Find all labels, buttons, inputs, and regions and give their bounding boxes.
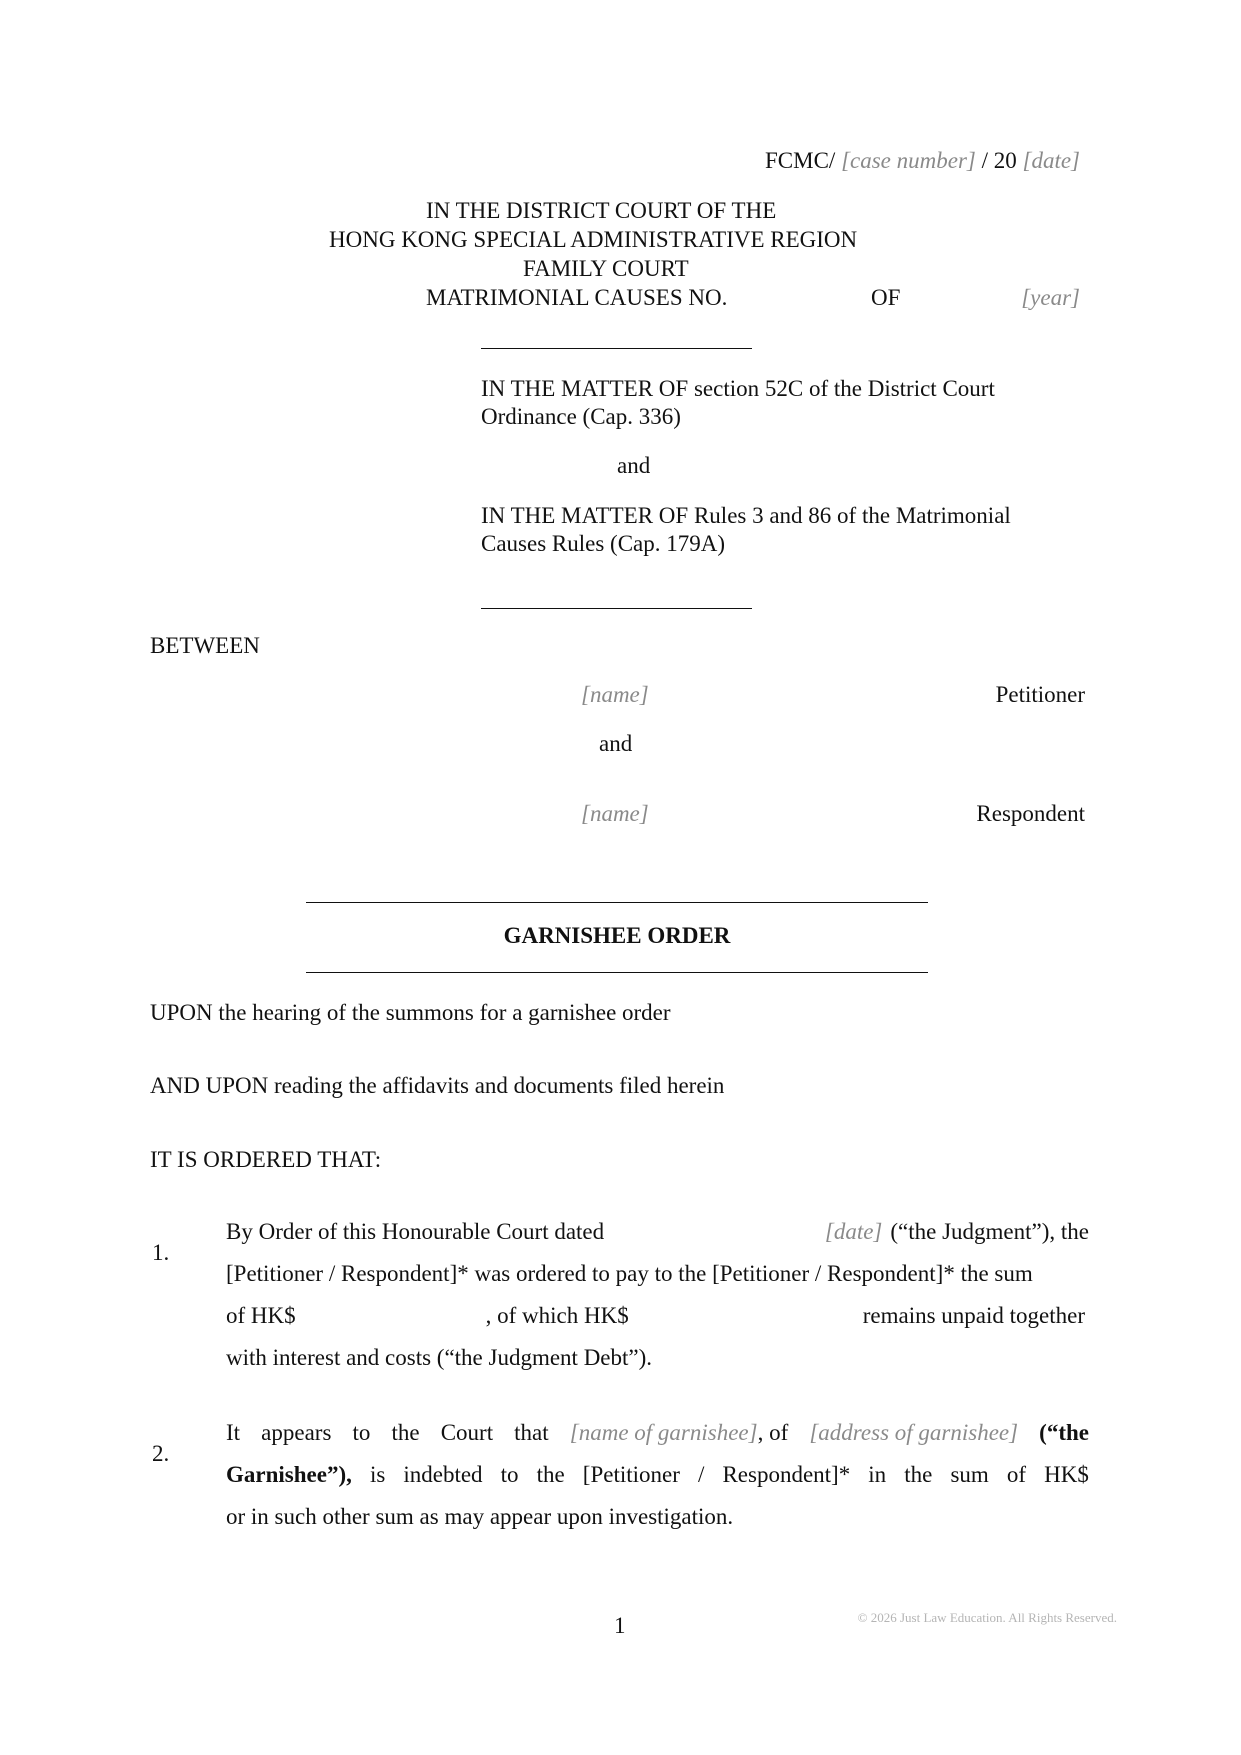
para2-word: to [500, 1462, 519, 1487]
between-label: BETWEEN [150, 633, 260, 658]
para2-the-quote: (“the [1039, 1420, 1089, 1445]
case-number-placeholder: [case number] [841, 148, 976, 173]
para2-garnishee-defined: Garnishee”), [226, 1462, 352, 1487]
court-heading-line2: HONG KONG SPECIAL ADMINISTRATIVE REGION [329, 227, 858, 252]
para2-word: in [868, 1462, 887, 1487]
matter-one-line1: IN THE MATTER OF section 52C of the District Court [481, 376, 995, 401]
divider-short-top [481, 348, 752, 349]
divider-short-bottom [481, 608, 752, 609]
para1-line1-end: (“the Judgment”), the [890, 1219, 1089, 1244]
page-number: 1 [614, 1613, 626, 1638]
petitioner-name-placeholder: [name] [581, 682, 649, 707]
para2-word: sum [950, 1462, 989, 1487]
title-rule-top [306, 902, 928, 903]
matter-two-line2: Causes Rules (Cap. 179A) [481, 531, 726, 556]
court-heading-line3: FAMILY COURT [523, 256, 689, 281]
para1-date-placeholder: [date] [824, 1219, 883, 1244]
para2-line1 [226, 1412, 1089, 1454]
copyright-notice: © 2026 Just Law Education. All Rights Reserved. [857, 1610, 1117, 1625]
para2-word: HK$ [1044, 1462, 1089, 1487]
title-rule-bottom [306, 972, 928, 973]
para1-line3-a: of HK$ [226, 1303, 296, 1328]
parties-and: and [599, 731, 633, 756]
year-placeholder: [year] [1021, 285, 1080, 310]
respondent-name-placeholder: [name] [581, 801, 649, 826]
date-placeholder: [date] [1022, 148, 1080, 173]
year-prefix: / 20 [981, 148, 1017, 173]
document-title: GARNISHEE ORDER [503, 923, 731, 948]
para2-word: appears [261, 1420, 332, 1445]
para1-line3-c: remains unpaid together [862, 1303, 1085, 1328]
court-heading-line1: IN THE DISTRICT COURT OF THE [426, 198, 777, 223]
para2-word: the [391, 1420, 420, 1445]
recital-upon-hearing: UPON the hearing of the summons for a garnishee order [150, 1000, 671, 1025]
para2-word: Respondent]* [722, 1462, 851, 1487]
para2-of: , of [757, 1420, 789, 1445]
matter-and: and [617, 453, 651, 478]
para2-word: indebted [403, 1462, 483, 1487]
para1 [226, 1211, 1089, 1379]
fcmc-prefix: FCMC/ [764, 148, 836, 173]
para2-word: is [369, 1462, 386, 1487]
para2-word: of [1006, 1462, 1027, 1487]
para2 [226, 1412, 1089, 1538]
recital-upon-reading: AND UPON reading the affidavits and documents filed herein [150, 1073, 725, 1098]
para2-word: [Petitioner [582, 1462, 680, 1487]
respondent-label: Respondent [976, 801, 1085, 826]
case-reference [765, 148, 1080, 174]
para2-word: the [536, 1462, 565, 1487]
para1-line1-start: By Order of this Honourable Court dated [226, 1219, 605, 1244]
para2-word: Court [440, 1420, 494, 1445]
para2-word: It [226, 1420, 241, 1445]
para1-number: 1. [152, 1240, 170, 1265]
para1-line3-b: , of which HK$ [485, 1303, 629, 1328]
ordered-heading: IT IS ORDERED THAT: [150, 1147, 382, 1172]
matter-one-line2: Ordinance (Cap. 336) [481, 404, 681, 429]
para1-line2: [Petitioner / Respondent]* was ordered to pay to the [Petitioner / Respondent]* the sum [226, 1261, 1033, 1286]
petitioner-label: Petitioner [995, 682, 1085, 707]
para2-word: that [514, 1420, 549, 1445]
para2-line3: or in such other sum as may appear upon investigation. [226, 1504, 734, 1529]
para2-number: 2. [152, 1441, 170, 1466]
para2-line2 [226, 1454, 1089, 1496]
garnishee-name-placeholder: [name of garnishee] [569, 1420, 758, 1445]
matter-two-line1: IN THE MATTER OF Rules 3 and 86 of the Matrimonial [481, 503, 1011, 528]
para2-word: the [904, 1462, 933, 1487]
para1-line4: with interest and costs (“the Judgment Debt”). [226, 1345, 653, 1370]
garnishee-address-placeholder: [address of garnishee] [809, 1420, 1019, 1445]
of-label: OF [871, 285, 901, 310]
matrimonial-causes-label: MATRIMONIAL CAUSES NO. [426, 285, 728, 310]
para2-word: / [697, 1462, 705, 1487]
para2-word: to [352, 1420, 371, 1445]
